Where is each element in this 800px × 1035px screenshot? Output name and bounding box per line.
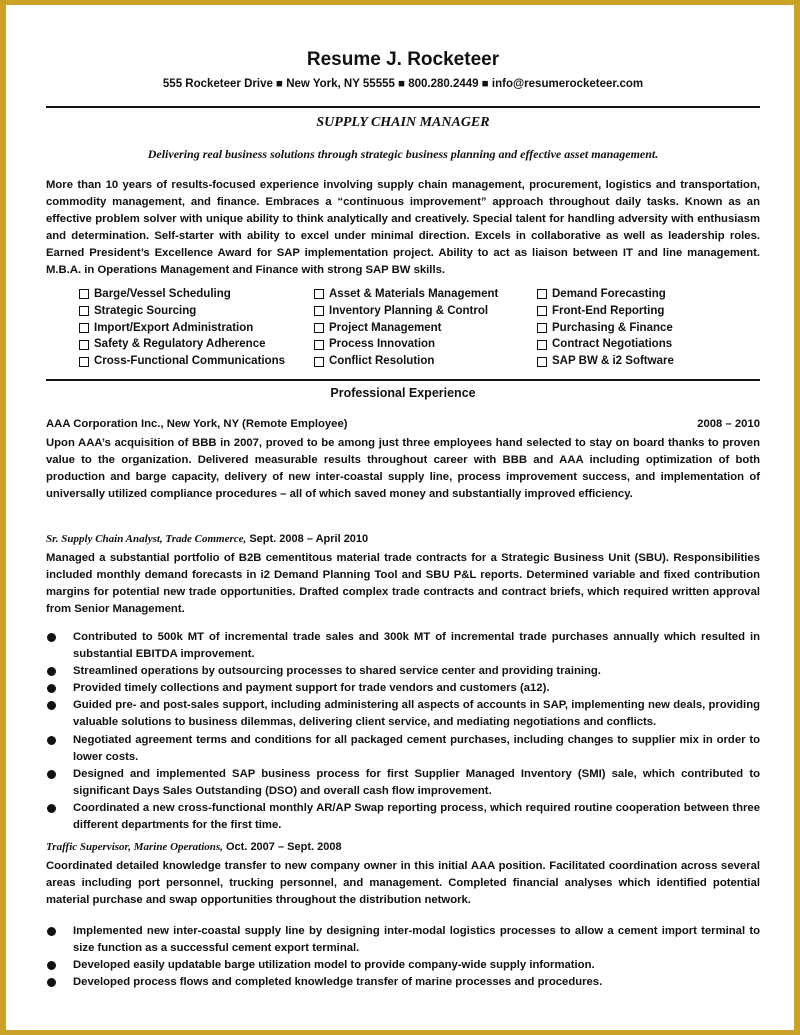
skill-item <box>79 320 314 337</box>
role-summary: Coordinated detailed knowledge transfer to new company owner in this initial AAA position. Facilitated coordination across several areas including port personnel, trucking personnel, and management. Completed financial analyses which identified potential material purchase and swap opportunities throughout the distribution network. <box>46 860 760 907</box>
skill-item <box>537 353 674 370</box>
checkbox-icon <box>314 323 324 333</box>
job-title: SUPPLY CHAIN MANAGER <box>316 115 490 130</box>
checkbox-icon <box>79 340 89 350</box>
skill-label: Strategic Sourcing <box>94 304 197 317</box>
checkbox-icon <box>537 306 547 316</box>
checkbox-icon <box>314 289 324 299</box>
skills-column-2 <box>314 286 537 370</box>
role-summary: Managed a substantial portfolio of B2B cementitous material trade contracts for a Strategic Business Unit (SBU). Responsibilities included monthly demand forecasts in i2 Demand Planning Tool and SBU P&L reports. Determined variable and fixed contribution margins for potential new trade opportunities. Drafted complex trade contracts and contract briefs, which required written approval from Senior Management. <box>46 552 760 616</box>
achievement-text: Coordinated a new cross-functional monthly AR/AP Swap reporting process, which required routine cooperation between three different departments for the first time. <box>73 801 760 832</box>
tagline: Delivering real business solutions through strategic business planning and effective asset management. <box>147 147 659 161</box>
list-item <box>46 800 760 834</box>
skill-item <box>314 303 537 320</box>
role-heading <box>46 841 760 853</box>
contact-line: 555 Rocketeer Drive ■ New York, NY 55555 ■ 800.280.2449 ■ info@resumerocketeer.com <box>162 78 644 90</box>
skill-item <box>314 336 537 353</box>
skill-label: Safety & Regulatory Adherence <box>94 338 266 351</box>
role-title: Traffic Supervisor, Marine Operations, <box>46 841 223 853</box>
bullet-icon <box>47 927 56 936</box>
bullet-icon <box>47 736 56 745</box>
skill-item <box>79 286 314 303</box>
list-item <box>46 957 760 974</box>
bullet-icon <box>47 770 56 779</box>
skill-label: Barge/Vessel Scheduling <box>94 288 231 300</box>
list-item <box>46 663 760 680</box>
employment-dates: 2008 – 2010 <box>697 418 760 430</box>
skill-label: Inventory Planning & Control <box>329 304 489 317</box>
checkbox-icon <box>79 357 89 367</box>
resume-page <box>6 5 794 1030</box>
employer-name: AAA Corporation Inc., New York, NY (Remote Employee) <box>46 418 348 430</box>
role-title: Sr. Supply Chain Analyst, Trade Commerce, <box>46 533 247 545</box>
skill-item <box>537 303 674 320</box>
skill-label: Import/Export Administration <box>94 321 254 334</box>
bullet-icon <box>47 978 56 987</box>
achievement-text: Developed process flows and completed knowledge transfer of marine processes and procedures. <box>73 976 603 989</box>
bullet-icon <box>47 684 56 693</box>
checkbox-icon <box>79 306 89 316</box>
list-item <box>46 680 760 697</box>
section-heading-experience: Professional Experience <box>330 386 476 400</box>
section-divider <box>46 379 760 381</box>
checkbox-icon <box>314 306 324 316</box>
role-dates: Sept. 2008 – April 2010 <box>246 533 369 545</box>
checkbox-icon <box>537 357 547 367</box>
skill-label: Cross-Functional Communications <box>94 355 286 368</box>
achievement-text: Implemented new inter-coastal supply line by designing inter-modal logistics processes to allow a cement import terminal to size function as a successful cement export terminal. <box>73 925 760 955</box>
skill-item <box>314 353 537 370</box>
skills-column-3 <box>537 286 674 370</box>
role-achievements <box>46 923 760 991</box>
skill-item <box>79 336 314 353</box>
list-item <box>46 974 760 991</box>
list-item <box>46 697 760 731</box>
skill-item <box>79 303 314 320</box>
checkbox-icon <box>314 357 324 367</box>
skill-item <box>314 320 537 337</box>
skill-label: Process Innovation <box>329 338 436 351</box>
list-item <box>46 629 760 663</box>
achievement-text: Negotiated agreement terms and conditions for all packaged cement purchases, including changes to supplier mix in order to lower costs. <box>73 733 760 763</box>
skill-item <box>537 336 674 353</box>
list-item <box>46 732 760 766</box>
bullet-icon <box>47 804 56 813</box>
skill-label: Demand Forecasting <box>552 288 666 300</box>
achievement-text: Provided timely collections and payment support for trade vendors and customers (a12). <box>73 682 550 695</box>
list-item <box>46 923 760 957</box>
achievement-text: Designed and implemented SAP business process for first Supplier Managed Inventory (SMI) sale, which contributed to significant Days Sales Outstanding (DSO) and overall cash flow improvement. <box>73 767 760 797</box>
role-achievements <box>46 629 760 834</box>
skill-label: Front-End Reporting <box>552 304 665 317</box>
bullet-icon <box>47 667 56 676</box>
checkbox-icon <box>79 323 89 333</box>
candidate-name: Resume J. Rocketeer <box>306 49 500 70</box>
role-dates: Oct. 2007 – Sept. 2008 <box>222 841 342 853</box>
bullet-icon <box>47 961 56 970</box>
skill-label: Asset & Materials Management <box>329 288 499 300</box>
checkbox-icon <box>537 323 547 333</box>
skill-item <box>537 320 674 337</box>
achievement-text: Streamlined operations by outsourcing processes to shared service center and providing training. <box>73 665 601 678</box>
achievement-text: Developed easily updatable barge utilization model to provide company-wide supply information. <box>73 959 595 972</box>
skill-item <box>79 353 314 370</box>
bullet-icon <box>47 701 56 710</box>
skill-item <box>537 286 674 303</box>
skill-label: Project Management <box>329 321 442 334</box>
skill-label: Purchasing & Finance <box>552 321 673 334</box>
checkbox-icon <box>314 340 324 350</box>
professional-summary: More than 10 years of results-focused experience involving supply chain management, procurement, logistics and transportation, commodity management, and finance. Embraces a “continuous improvement” approach throughout daily tasks. Known as an effective problem solver with unique ability to think analytically and creatively. Special talent for handling adversity with enthusiasm and determination. Self-starter with ability to excel under minimal direction. Excels in collaborative as well as leadership roles. Earned President’s Excellence Award for SAP implementation project. Ability to act as liaison between IT and line management. M.B.A. in Operations Management and Finance with strong SAP BW skills. <box>46 179 760 277</box>
bullet-icon <box>47 633 56 642</box>
skill-label: Conflict Resolution <box>329 355 435 368</box>
checkbox-icon <box>79 289 89 299</box>
achievement-text: Guided pre- and post-sales support, including administering all aspects of accounts in SAP, implementing new deals, providing valuable solutions to business dilemmas, delivering client service, and mediating negotiations and conflicts. <box>73 699 760 729</box>
skill-label: Contract Negotiations <box>552 338 673 351</box>
employer-summary: Upon AAA’s acquisition of BBB in 2007, proved to be among just three employees hand selected to stay on board thanks to proven value to the organization. Delivered measurable results throughout career with BBB and AAA including optimization of both production and barge capacity, delivery of new inter-coastal supply line, process improvement success, and implementation of universally utilized compliance procedures – all of which saved money and substantially improved efficiency. <box>46 437 760 501</box>
header-divider <box>46 106 760 108</box>
employer-line <box>46 418 760 430</box>
core-skills <box>79 286 760 370</box>
role-heading <box>46 533 760 545</box>
checkbox-icon <box>537 289 547 299</box>
skill-item <box>314 286 537 303</box>
skills-column-1 <box>79 286 314 370</box>
checkbox-icon <box>537 340 547 350</box>
list-item <box>46 766 760 800</box>
achievement-text: Contributed to 500k MT of incremental trade sales and 300k MT of incremental trade purchases annually which resulted in substantial EBITDA improvement. <box>73 631 760 661</box>
skill-label: SAP BW & i2 Software <box>552 355 674 368</box>
